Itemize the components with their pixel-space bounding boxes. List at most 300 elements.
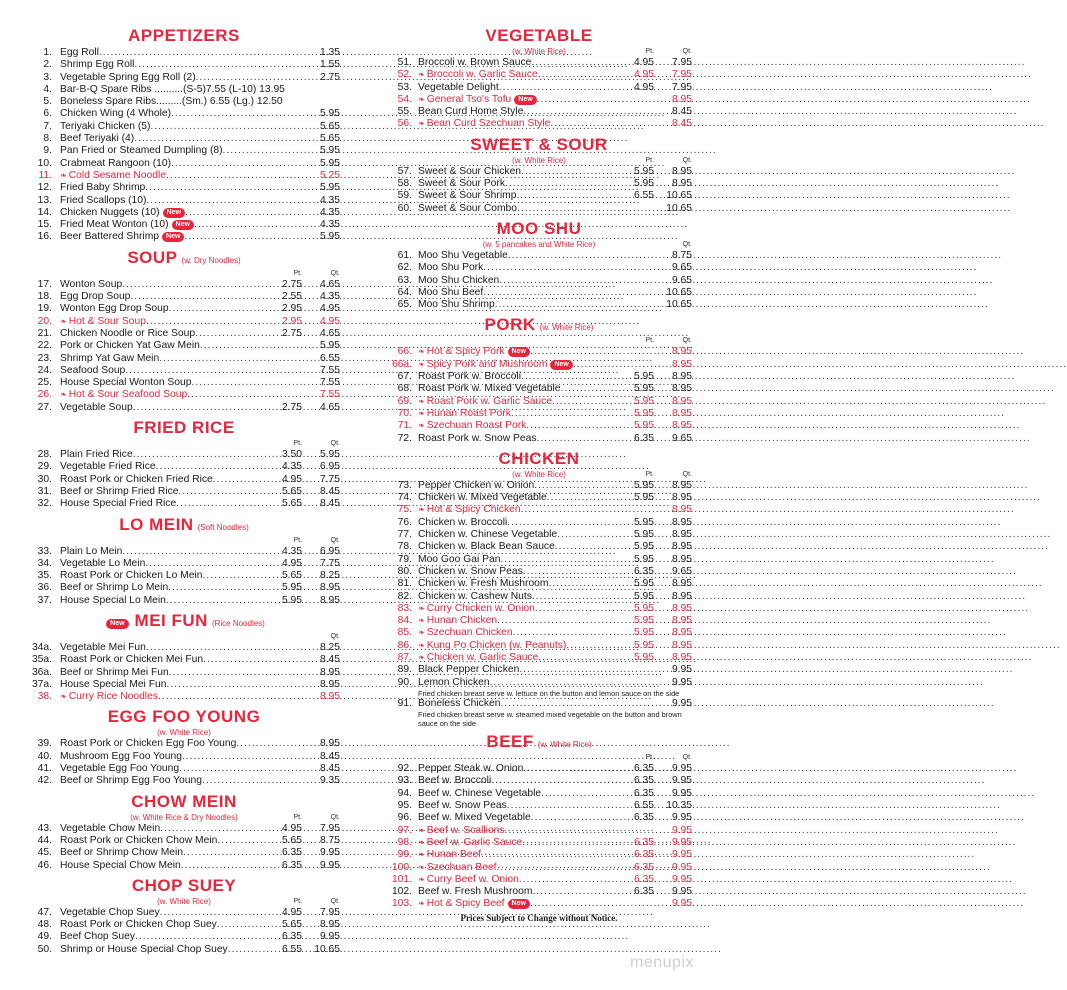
leader-dots	[99, 47, 262, 59]
pint-label: Pt.	[645, 754, 654, 762]
item-name: Sweet & Sour Chicken	[418, 165, 522, 177]
price-pint: 3.50	[281, 449, 302, 461]
item-number: 12.	[37, 182, 52, 194]
item-number: 97.	[397, 824, 412, 836]
menu-item	[386, 529, 692, 541]
price-pint: 5.95	[633, 602, 654, 614]
menu-item	[28, 133, 340, 145]
item-name: Beef w. Fresh Mushroom	[418, 886, 533, 898]
price-quart: 7.95	[671, 81, 692, 93]
leader-dots	[516, 190, 614, 202]
menu-item	[386, 504, 692, 516]
menu-item	[386, 837, 692, 849]
item-number: 85.	[397, 627, 412, 639]
item-name: House Special Fried Rice	[60, 498, 177, 510]
chili-pepper-icon: ❧	[418, 837, 425, 847]
section-header	[28, 706, 340, 728]
menu-item	[386, 82, 692, 94]
chili-pepper-icon: ❧	[418, 347, 425, 357]
leader-dots	[160, 823, 262, 835]
price-pint: 4.95	[281, 822, 302, 834]
section-subheader	[386, 156, 692, 166]
price-quart: 8.45	[319, 750, 340, 762]
new-badge: New	[508, 347, 530, 357]
item-number: 5.	[43, 96, 52, 108]
item-name: Pork or Chicken Yat Gaw Mein	[60, 340, 200, 352]
item-name: Roast Pork w. Mixed Vegetable	[418, 383, 561, 395]
item-name: Wonton Soup	[60, 278, 123, 290]
item-number: 82.	[397, 590, 412, 602]
leader-dots	[500, 554, 614, 566]
leader-dots	[203, 570, 262, 582]
menu-item	[28, 365, 340, 377]
leader-dots	[521, 371, 614, 383]
item-name: Egg Drop Soup	[60, 291, 131, 303]
price-pint: 5.95	[633, 627, 654, 639]
price-quart: 1.55	[319, 59, 340, 71]
item-name: Moo Shu Vegetable	[418, 249, 508, 261]
menu-item	[386, 677, 692, 689]
item-number: 94.	[397, 787, 412, 799]
price-quart: 8.95	[671, 383, 692, 395]
leader-dots	[483, 287, 614, 299]
price-pint: 5.95	[633, 651, 654, 663]
section-title: MOO SHU	[496, 218, 582, 238]
item-name: Moo Shu Shrimp	[418, 299, 495, 311]
item-number: 62.	[397, 262, 412, 274]
leader-dots	[538, 652, 614, 664]
price-pint: 5.95	[633, 383, 654, 395]
item-number: 9.	[43, 145, 52, 157]
item-name: Vegetable Soup	[60, 401, 133, 413]
item-number: 46.	[37, 859, 52, 871]
price-quart: 9.95	[671, 898, 692, 910]
chili-pepper-icon: ❧	[418, 899, 425, 909]
quart-label: Qt.	[330, 440, 340, 448]
price-quart: 8.95	[671, 395, 692, 407]
new-badge: New	[550, 360, 572, 370]
item-name: Hot & Spicy Beef	[426, 898, 505, 910]
menu-item	[386, 408, 692, 420]
item-number: 40.	[37, 750, 52, 762]
leader-dots	[134, 59, 262, 71]
menu-item	[28, 642, 340, 654]
price-pint: 5.95	[633, 615, 654, 627]
menu-item	[386, 566, 692, 578]
item-number: 15.	[37, 219, 52, 231]
section-note: (w. Dry Noodles)	[181, 255, 241, 265]
leader-dots	[481, 849, 614, 861]
price-quart: 8.95	[671, 590, 692, 602]
price-pint: 5.95	[633, 420, 654, 432]
price-quart: 8.75	[319, 834, 340, 846]
menu-item	[28, 59, 340, 71]
left-column	[28, 22, 340, 956]
leader-dots	[168, 582, 262, 594]
item-number: 76.	[397, 516, 412, 528]
price-quart: 6.55	[319, 352, 340, 364]
price-quart: 8.95	[671, 578, 692, 590]
section-title: BEEF	[486, 732, 534, 752]
price-pint: 6.35	[281, 847, 302, 859]
chili-pepper-icon: ❧	[418, 628, 425, 638]
leader-dots	[146, 195, 262, 207]
section-header	[28, 610, 340, 632]
menu-item	[386, 517, 692, 529]
item-name: Lemon Chicken	[418, 676, 490, 688]
menu-item	[28, 303, 340, 315]
price-pint: 5.65	[281, 485, 302, 497]
price-pint: 5.95	[633, 553, 654, 565]
item-name: Sweet & Sour Pork	[418, 178, 505, 190]
menu-item	[386, 57, 692, 69]
section-title: PORK	[484, 315, 536, 335]
price-quart: 8.95	[671, 541, 692, 553]
price-quart: 4.65	[319, 327, 340, 339]
leader-dots	[145, 558, 262, 570]
item-number: 14.	[37, 206, 52, 218]
price-quart: 9.95	[319, 847, 340, 859]
price-quart: 4.95	[319, 315, 340, 327]
item-name: Beer Battered Shrimp	[60, 231, 160, 243]
price-pint: 4.95	[633, 57, 654, 68]
menu-item	[386, 603, 692, 615]
leader-dots	[223, 145, 262, 157]
section-chicken	[386, 448, 692, 728]
item-number: 93.	[397, 775, 412, 787]
item-name: Beef Teriyaki (4)	[60, 133, 135, 145]
price-pint: 6.35	[633, 886, 654, 898]
price-quart: 7.95	[319, 906, 340, 918]
item-number: 21.	[37, 327, 52, 339]
menu-item	[28, 170, 340, 182]
price-quart: 10.65	[666, 202, 692, 214]
price-quart: 8.95	[671, 178, 692, 190]
item-name: Chicken w. Garlic Sauce	[426, 651, 539, 663]
item-name: Broccoli w. Garlic Sauce	[426, 69, 538, 81]
item-number: 71.	[397, 420, 412, 432]
price-quart: 8.95	[671, 553, 692, 565]
menu-item	[28, 291, 340, 303]
item-name: Chicken w. Mixed Vegetable	[418, 492, 547, 504]
item-name: Teriyaki Chicken (5)	[60, 120, 151, 132]
item-name: Roast Pork or Chicken Mei Fun	[60, 654, 204, 666]
item-number: 29.	[37, 461, 52, 473]
item-number: 26.	[37, 389, 52, 401]
quart-label: Qt.	[330, 813, 340, 821]
section-subheader	[28, 632, 340, 642]
item-name: Pan Fried or Steamed Dumpling (8)	[60, 145, 223, 157]
section-header	[28, 514, 340, 536]
item-number: 96.	[397, 812, 412, 824]
item-name: Pepper Chicken w. Onion	[418, 479, 535, 491]
price-quart: 8.25	[319, 570, 340, 582]
price-quart: 4.35	[319, 291, 340, 303]
leader-dots	[179, 763, 262, 775]
section-note: (w. White Rice)	[537, 740, 592, 750]
item-number: 19.	[37, 303, 52, 315]
item-name: Beef or Shrimp Mei Fun	[60, 666, 169, 678]
menu-item	[28, 944, 340, 956]
section-title: CHOP SUEY	[131, 875, 237, 895]
section-subheader	[386, 753, 692, 763]
chili-pepper-icon: ❧	[418, 119, 425, 129]
item-name: Hot & Sour Seafood Soup	[68, 389, 188, 401]
menu-item	[386, 106, 692, 118]
item-name: Chicken Wing (4 Whole)	[60, 108, 172, 120]
item-number: 77.	[397, 529, 412, 541]
leader-dots	[548, 578, 614, 590]
item-name: Plain Fried Rice	[60, 449, 133, 461]
price-quart: 9.95	[671, 763, 692, 775]
menu-item	[386, 433, 692, 445]
menu-item	[28, 279, 340, 291]
price-quart: 10.65	[666, 286, 692, 298]
price-pint: 6.55	[633, 190, 654, 202]
quart-label: Qt.	[682, 754, 692, 762]
menu-item	[28, 377, 340, 389]
item-number: 66a.	[391, 358, 412, 370]
leader-dots	[491, 775, 614, 787]
menu-item	[28, 570, 340, 582]
item-number: 34.	[37, 557, 52, 569]
item-number: 28.	[37, 449, 52, 461]
menu-item	[386, 541, 692, 553]
menu-item	[28, 763, 340, 775]
chili-pepper-icon: ❧	[418, 850, 425, 860]
menu-item	[28, 907, 340, 919]
quart-label: Qt.	[330, 269, 340, 277]
price-quart: 8.95	[319, 666, 340, 678]
item-number: 64.	[397, 286, 412, 298]
leader-dots	[146, 642, 262, 654]
pint-label: Pt.	[293, 269, 302, 277]
leader-dots	[523, 566, 614, 578]
menu-item	[386, 788, 692, 800]
item-number: 36a.	[31, 666, 52, 678]
menu-item	[28, 461, 340, 473]
leader-dots	[550, 118, 614, 130]
leader-dots	[217, 835, 262, 847]
leader-dots	[519, 664, 614, 676]
item-name: Sweet & Sour Combo	[418, 202, 518, 214]
item-name: Sweet & Sour Shrimp	[418, 190, 517, 202]
leader-dots	[166, 679, 262, 691]
item-number: 6.	[43, 108, 52, 120]
right-column	[386, 22, 692, 923]
section-note: (Rice Noodles)	[211, 618, 265, 628]
price-quart: 4.35	[319, 206, 340, 218]
section-title: EGG FOO YOUNG	[107, 707, 261, 727]
item-number: 101.	[391, 873, 412, 885]
section-subheader	[386, 240, 692, 250]
item-number: 61.	[397, 249, 412, 261]
item-number: 56.	[397, 118, 412, 130]
price-quart: 4.35	[319, 194, 340, 206]
section-title: CHICKEN	[498, 448, 580, 468]
leader-dots	[537, 94, 614, 106]
leader-dots	[166, 170, 262, 182]
chili-pepper-icon: ❧	[418, 359, 425, 369]
item-name: Roast Pork w. Garlic Sauce	[426, 395, 553, 407]
section-header	[28, 875, 340, 897]
item-name: Chicken Noodle or Rice Soup	[60, 327, 196, 339]
price-quart: 4.95	[319, 303, 340, 315]
price-quart: 8.95	[671, 492, 692, 504]
section-pork	[386, 314, 692, 444]
item-number: 68.	[397, 383, 412, 395]
leader-dots	[202, 775, 262, 787]
leader-dots	[495, 299, 614, 311]
chili-pepper-icon: ❧	[418, 825, 425, 835]
leader-dots	[187, 389, 262, 401]
item-number: 37.	[37, 594, 52, 606]
item-name: Fried Scallops (10)	[60, 194, 147, 206]
item-number: 55.	[397, 106, 412, 118]
new-badge: New	[172, 220, 194, 230]
menu-item	[386, 94, 692, 106]
leader-dots	[169, 667, 262, 679]
menu-item	[28, 328, 340, 340]
leader-dots	[530, 898, 614, 910]
menu-item	[386, 190, 692, 202]
price-pint: 5.65	[281, 570, 302, 582]
item-name: Mushroom Egg Foo Young	[60, 750, 182, 762]
menu-item	[28, 931, 340, 943]
chili-pepper-icon: ❧	[418, 408, 425, 418]
menu-item	[386, 203, 692, 215]
item-number: 54.	[397, 93, 412, 105]
leader-dots	[535, 603, 614, 615]
item-number: 103.	[391, 898, 412, 910]
item-number: 8.	[43, 133, 52, 145]
price-quart: 8.95	[319, 919, 340, 931]
price-quart: 8.95	[319, 594, 340, 606]
price-quart: 8.95	[671, 420, 692, 432]
leader-dots	[523, 763, 614, 775]
item-name: Chicken w. Cashew Nuts	[418, 590, 532, 602]
item-number: 89.	[397, 664, 412, 676]
chili-pepper-icon: ❧	[418, 70, 425, 80]
chili-pepper-icon: ❧	[418, 396, 425, 406]
price-quart: 10.65	[666, 190, 692, 202]
item-name: Fried Meat Wonton (10)	[60, 219, 169, 231]
item-number: 95.	[397, 800, 412, 812]
item-name: Bean Curd Szechuan Style	[426, 118, 551, 130]
menu-item	[386, 652, 692, 664]
price-quart: 9.95	[671, 664, 692, 676]
menu-item	[28, 558, 340, 570]
item-number: 35a.	[31, 654, 52, 666]
chili-pepper-icon: ❧	[418, 603, 425, 613]
price-pint: 6.55	[281, 943, 302, 955]
item-name: Roast Pork or Chicken Chop Suey	[60, 919, 217, 931]
price-pint: 4.95	[633, 69, 654, 81]
price-pint: 4.35	[281, 545, 302, 557]
quart-label: Qt.	[682, 240, 692, 248]
price-quart: 7.55	[319, 377, 340, 389]
item-name: Beef w. Mixed Vegetable	[418, 812, 531, 824]
price-pint: 5.95	[633, 479, 654, 491]
item-name: Beef Chop Suey	[60, 931, 135, 943]
new-badge: New	[106, 619, 128, 629]
leader-dots	[497, 862, 614, 874]
menu-item	[386, 591, 692, 603]
item-number: 90.	[397, 676, 412, 688]
price-pint: 4.95	[281, 557, 302, 569]
price-quart: 8.95	[671, 627, 692, 639]
price-quart: 7.55	[319, 364, 340, 376]
price-pint: 6.35	[281, 931, 302, 943]
price-quart: 5.95	[319, 145, 340, 157]
price-quart: 8.95	[671, 615, 692, 627]
section-title: LO MEIN	[119, 514, 194, 534]
quart-label: Qt.	[682, 156, 692, 164]
price-quart: 9.95	[671, 849, 692, 861]
item-name: Beef w. Broccoli	[418, 775, 492, 787]
item-name: Vegetable Lo Mein	[60, 557, 146, 569]
section-subtitle: (w. White Rice)	[157, 728, 211, 738]
leader-dots	[530, 346, 614, 358]
price-quart: 5.95	[319, 108, 340, 120]
menu-item	[386, 396, 692, 408]
menu-item	[28, 316, 340, 328]
price-pint: 5.65	[281, 919, 302, 931]
item-number: 33.	[37, 545, 52, 557]
price-quart: 7.75	[319, 473, 340, 485]
section-subtitle: (w. White Rice)	[512, 469, 566, 479]
price-quart: 5.95	[319, 182, 340, 194]
section-subtitle: (w. 5 pancakes and White Rice)	[482, 239, 596, 249]
pint-label: Pt.	[645, 470, 654, 478]
price-quart: 4.35	[319, 219, 340, 231]
price-quart: 9.95	[671, 836, 692, 848]
price-pint: 2.95	[281, 303, 302, 315]
leader-dots	[523, 106, 614, 118]
section-title: SOUP	[127, 247, 178, 267]
leader-dots	[490, 677, 614, 689]
section-title: SWEET & SOUR	[470, 134, 608, 154]
item-number: 74.	[397, 492, 412, 504]
item-name: Shrimp or House Special Chop Suey	[60, 943, 228, 955]
price-pint: 5.95	[633, 639, 654, 651]
item-name: Roast Pork w. Broccoli	[418, 371, 522, 383]
item-name: Szechuan Roast Pork	[426, 420, 527, 432]
price-pint: 5.95	[633, 395, 654, 407]
price-quart: 9.95	[671, 775, 692, 787]
price-quart: 8.95	[671, 639, 692, 651]
section-header	[386, 448, 692, 470]
price-pint: 2.95	[281, 315, 302, 327]
section-soup	[28, 247, 340, 414]
menu-item	[28, 207, 340, 219]
item-number: 50.	[37, 943, 52, 955]
item-name: Vegetable Egg Foo Young	[60, 763, 180, 775]
section-lo-mein	[28, 514, 340, 607]
price-pint: 6.35	[633, 849, 654, 861]
item-name: Beef or Shrimp Chow Mein	[60, 847, 184, 859]
item-description: Fried chicken breast serve w. lettuce on the button and lemon sauce on the side	[418, 688, 680, 698]
leader-dots	[531, 57, 614, 69]
chili-pepper-icon: ❧	[60, 390, 67, 400]
section-subheader	[28, 536, 340, 546]
menu-item	[386, 275, 692, 287]
section-header	[28, 247, 340, 269]
item-name: Roast Pork or Chicken Fried Rice	[60, 473, 213, 485]
menu-item	[28, 919, 340, 931]
menu-item	[386, 287, 692, 299]
price-quart: 9.65	[671, 262, 692, 274]
